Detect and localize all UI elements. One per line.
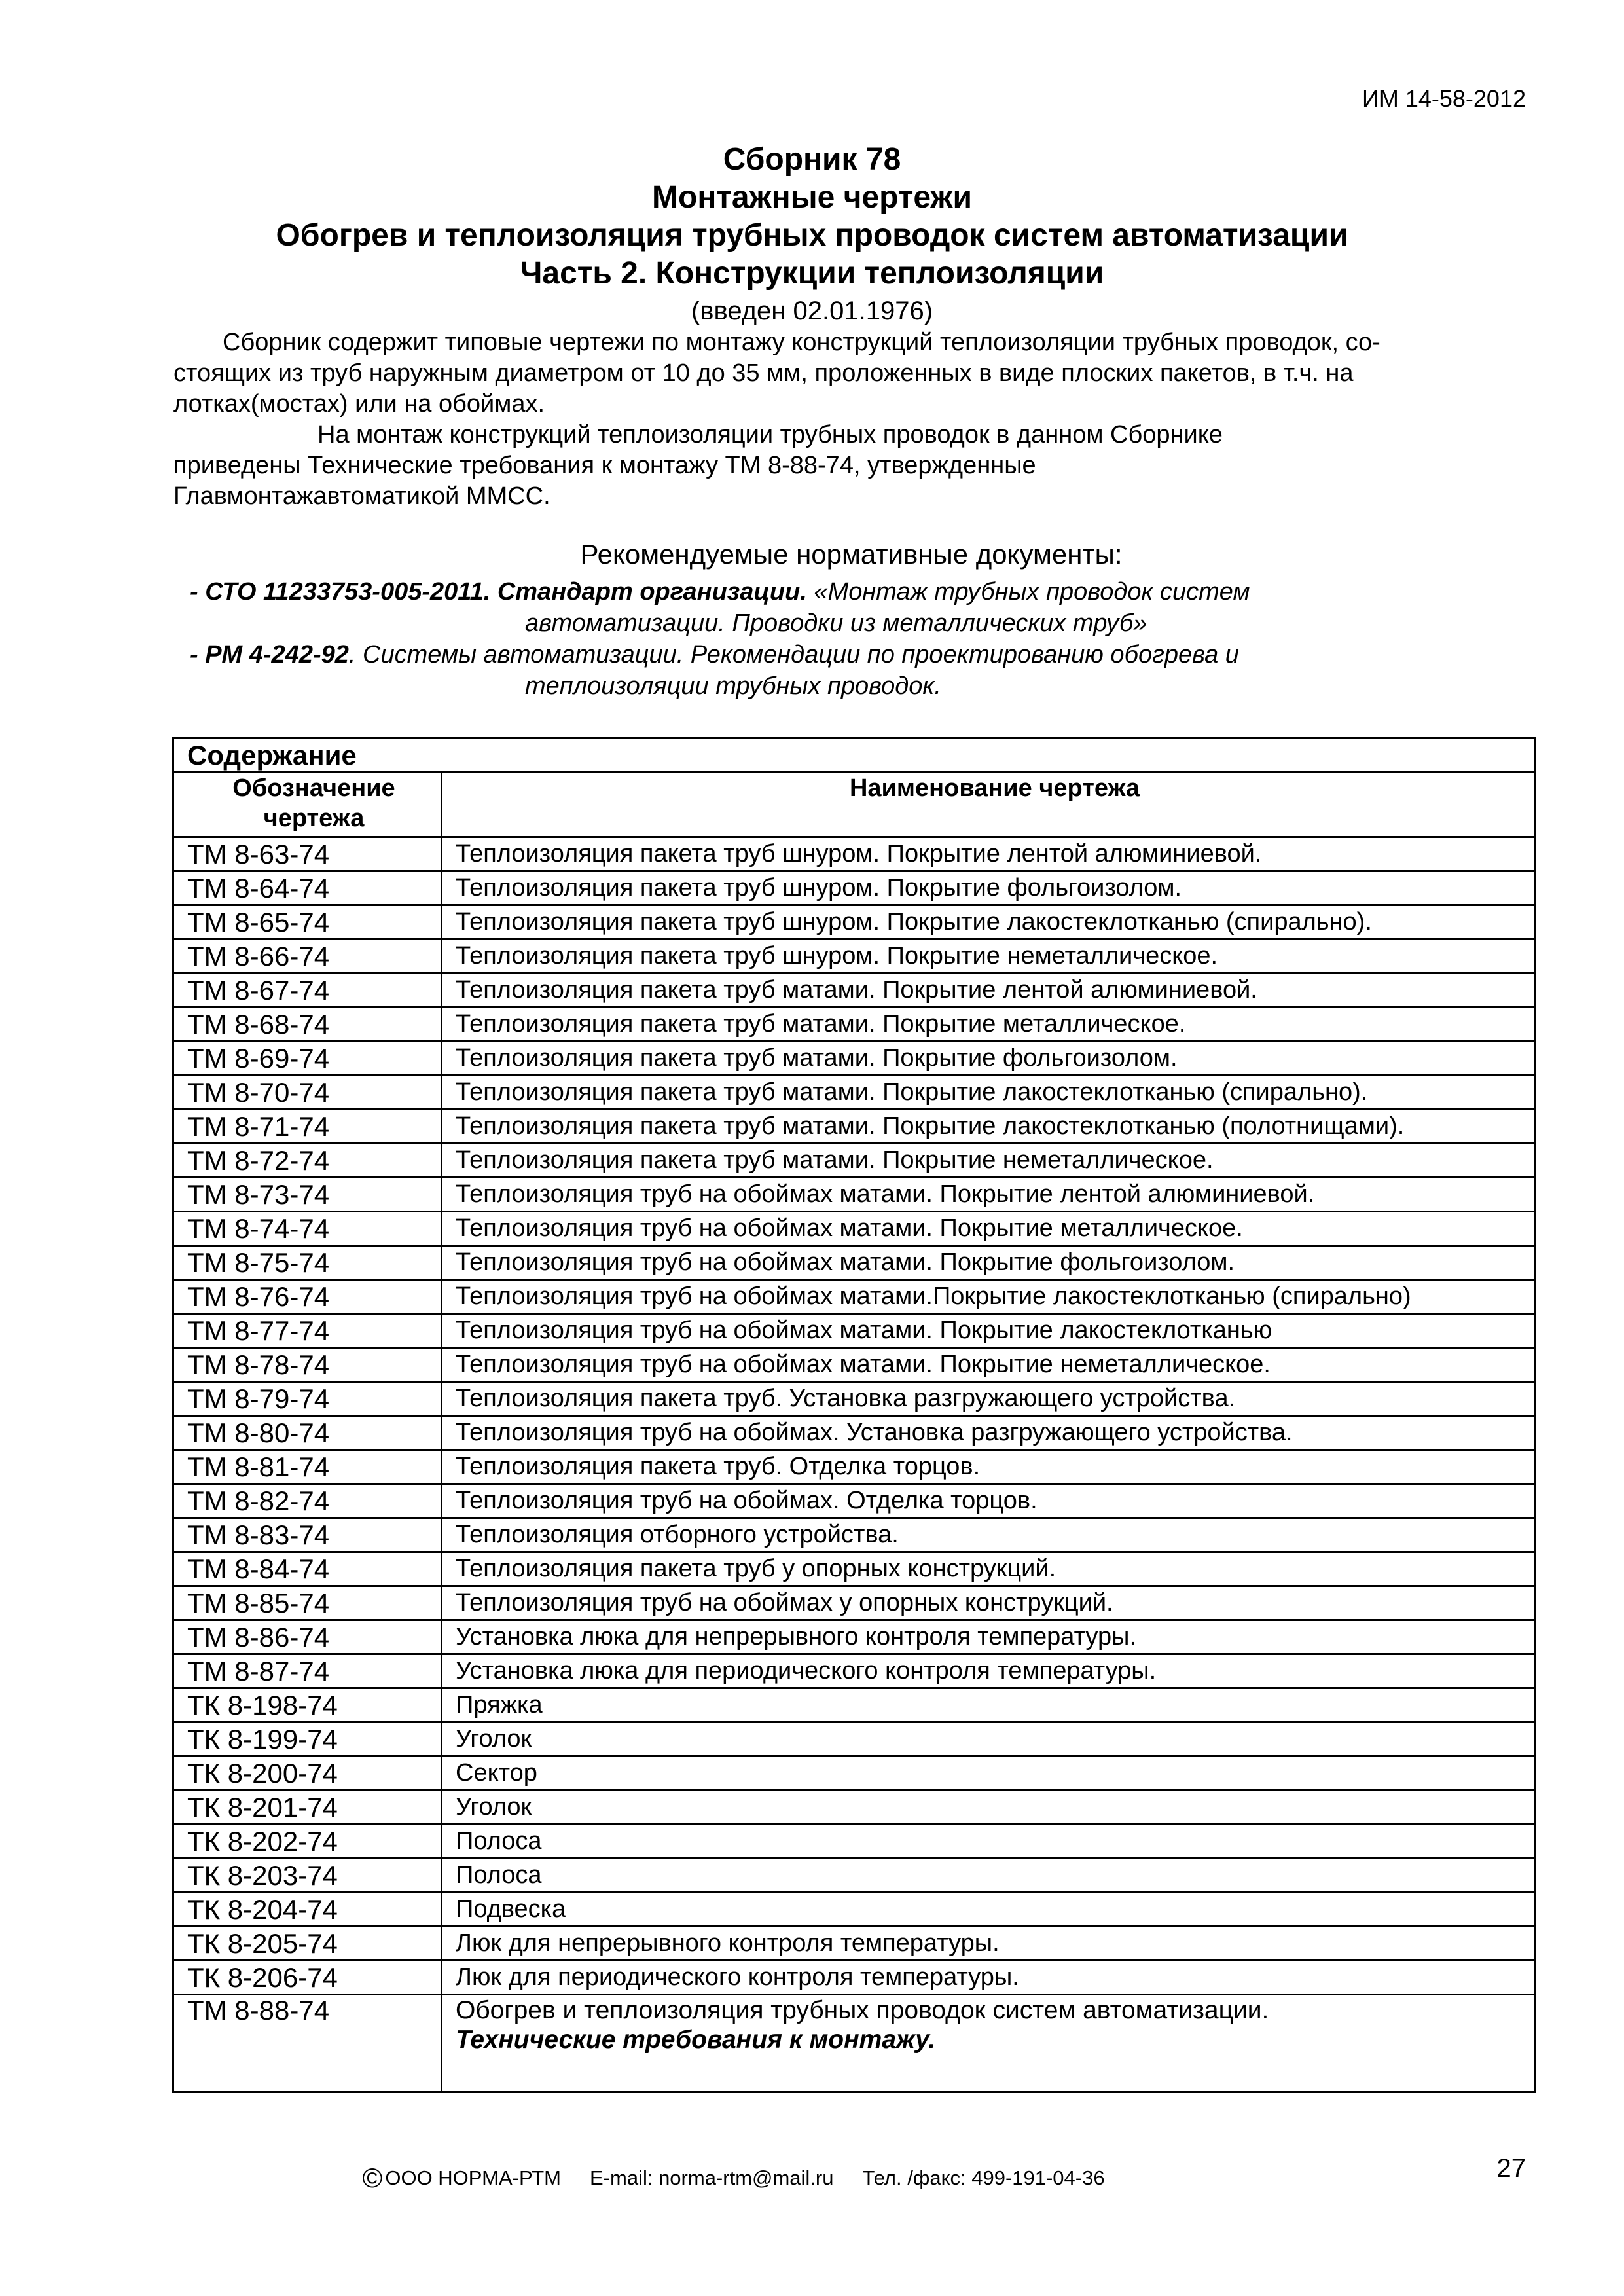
table-row (173, 1518, 1535, 1552)
table-row (173, 1110, 1535, 1144)
table-row (173, 837, 1535, 871)
contents-table (172, 737, 1536, 2093)
references-heading: Рекомендуемые нормативные документы: (580, 539, 1123, 570)
page-footer (0, 2162, 1624, 2194)
drawing-name: Установка люка для периодического контроля температуры. (442, 1654, 1535, 1688)
reference-2-text: . Системы автоматизации. Рекомендации по проектированию обогрева и (348, 641, 1239, 668)
collection-title: Сборник 78 (723, 142, 901, 177)
table-row (173, 1757, 1535, 1791)
column-header-name: Наименование чертежа (442, 773, 1535, 837)
drawing-name: Уголок (442, 1791, 1535, 1825)
table-row (173, 1791, 1535, 1825)
reference-1-code: - СТО 11233753-005-2011. Стандарт организации. (190, 578, 807, 606)
drawing-code: ТК 8-198-74 (173, 1688, 442, 1722)
drawing-code: ТМ 8-70-74 (173, 1076, 442, 1110)
table-row (173, 939, 1535, 974)
intro-line: стоящих из труб наружным диаметром от 10 до 35 мм, проложенных в виде плоских пакетов, в т.ч. на (173, 359, 1354, 387)
drawing-name: Теплоизоляция пакета труб шнуром. Покрытие неметаллическое. (442, 939, 1535, 974)
table-row (173, 1995, 1535, 2092)
drawing-code: ТМ 8-74-74 (173, 1212, 442, 1246)
collection-topic: Обогрев и теплоизоляция трубных проводок систем автоматизации (276, 218, 1348, 253)
drawing-code: ТМ 8-64-74 (173, 871, 442, 905)
intro-line: приведены Технические требования к монтажу ТМ 8-88-74, утвержденные (173, 452, 1036, 479)
table-row (173, 974, 1535, 1008)
table-row (173, 1008, 1535, 1042)
table-row (173, 1348, 1535, 1382)
drawing-code: ТМ 8-66-74 (173, 939, 442, 974)
drawing-code: ТМ 8-87-74 (173, 1654, 442, 1688)
drawing-name: Люк для непрерывного контроля температуры. (442, 1927, 1535, 1961)
drawing-code: ТМ 8-82-74 (173, 1484, 442, 1518)
drawing-name: Теплоизоляция пакета труб матами. Покрытие фольгоизолом. (442, 1042, 1535, 1076)
table-row (173, 1416, 1535, 1450)
drawing-name: Уголок (442, 1722, 1535, 1757)
drawing-name: Теплоизоляция пакета труб матами. Покрытие лакостеклотканью (спирально). (442, 1076, 1535, 1110)
drawing-name: Теплоизоляция пакета труб матами. Покрытие лентой алюминиевой. (442, 974, 1535, 1008)
table-header-row (173, 773, 1535, 837)
table-row (173, 1722, 1535, 1757)
drawing-name: Теплоизоляция труб на обоймах матами. Покрытие лентой алюминиевой. (442, 1178, 1535, 1212)
company-name: ООО НОРМА-РТМ (385, 2166, 561, 2189)
drawing-name: Установка люка для непрерывного контроля температуры. (442, 1620, 1535, 1654)
table-row (173, 1893, 1535, 1927)
introduced-date: (введен 02.01.1976) (691, 297, 933, 325)
table-row (173, 1825, 1535, 1859)
table-row (173, 905, 1535, 939)
intro-text (173, 327, 1515, 512)
table-row (173, 1076, 1535, 1110)
table-row (173, 1586, 1535, 1620)
drawing-name-line: Обогрев и теплоизоляция трубных проводок систем автоматизации. (456, 1996, 1269, 2024)
collection-subtitle: Монтажные чертежи (652, 180, 972, 215)
table-row (173, 1212, 1535, 1246)
drawing-name: Теплоизоляция труб на обоймах матами.Покрытие лакостеклотканью (спирально) (442, 1280, 1535, 1314)
drawing-code: ТК 8-204-74 (173, 1893, 442, 1927)
drawing-name: Теплоизоляция труб на обоймах матами. Покрытие металлическое. (442, 1212, 1535, 1246)
intro-line: На монтаж конструкций теплоизоляции трубных проводок в данном Сборнике (317, 421, 1223, 448)
drawing-name: Теплоизоляция труб на обоймах у опорных конструкций. (442, 1586, 1535, 1620)
drawing-code: ТМ 8-85-74 (173, 1586, 442, 1620)
page-number: 27 (1496, 2154, 1526, 2183)
drawing-code: ТК 8-202-74 (173, 1825, 442, 1859)
intro-line: Сборник содержит типовые чертежи по монтажу конструкций теплоизоляции трубных проводок, со- (223, 329, 1380, 356)
drawing-name: Люк для периодического контроля температуры. (442, 1961, 1535, 1995)
drawing-code: ТМ 8-78-74 (173, 1348, 442, 1382)
drawing-name: Теплоизоляция пакета труб у опорных конструкций. (442, 1552, 1535, 1586)
drawing-code: ТК 8-203-74 (173, 1859, 442, 1893)
table-row (173, 1382, 1535, 1416)
drawing-name: Теплоизоляция пакета труб матами. Покрытие лакостеклотканью (полотнищами). (442, 1110, 1535, 1144)
drawing-code: ТМ 8-86-74 (173, 1620, 442, 1654)
table-row (173, 1042, 1535, 1076)
table-row (173, 1280, 1535, 1314)
drawing-name: Теплоизоляция труб на обоймах. Установка разгружающего устройства. (442, 1416, 1535, 1450)
table-row (173, 1620, 1535, 1654)
drawing-name: Полоса (442, 1859, 1535, 1893)
drawing-code: ТМ 8-75-74 (173, 1246, 442, 1280)
table-row (173, 871, 1535, 905)
drawing-code: ТМ 8-72-74 (173, 1144, 442, 1178)
table-row (173, 1450, 1535, 1484)
reference-1-text: «Монтаж трубных проводок систем (806, 578, 1250, 606)
reference-2-code: - РМ 4-242-92 (190, 641, 349, 668)
drawing-name: Теплоизоляция отборного устройства. (442, 1518, 1535, 1552)
contents-caption: Содержание (173, 738, 1535, 773)
drawing-code: ТМ 8-63-74 (173, 837, 442, 871)
drawing-code: ТК 8-200-74 (173, 1757, 442, 1791)
drawing-code: ТМ 8-65-74 (173, 905, 442, 939)
drawing-name: Теплоизоляция пакета труб. Установка разгружающего устройства. (442, 1382, 1535, 1416)
table-row (173, 1484, 1535, 1518)
table-row (173, 1144, 1535, 1178)
drawing-code: ТМ 8-84-74 (173, 1552, 442, 1586)
drawing-name: Теплоизоляция труб на обоймах матами. Покрытие неметаллическое. (442, 1348, 1535, 1382)
document-code: ИМ 14-58-2012 (1362, 85, 1526, 112)
drawing-code: ТМ 8-67-74 (173, 974, 442, 1008)
drawing-code: ТМ 8-68-74 (173, 1008, 442, 1042)
drawing-name: Теплоизоляция труб на обоймах. Отделка торцов. (442, 1484, 1535, 1518)
drawing-name: Теплоизоляция труб на обоймах матами. Покрытие лакостеклотканью (442, 1314, 1535, 1348)
copyright-icon: © (362, 2162, 383, 2193)
drawing-code: ТК 8-206-74 (173, 1961, 442, 1995)
drawing-name: Теплоизоляция пакета труб шнуром. Покрытие фольгоизолом. (442, 871, 1535, 905)
drawing-name: Сектор (442, 1757, 1535, 1791)
drawing-code: ТК 8-201-74 (173, 1791, 442, 1825)
drawing-name: Пряжка (442, 1688, 1535, 1722)
title-block (0, 141, 1624, 328)
drawing-code: ТМ 8-77-74 (173, 1314, 442, 1348)
drawing-code: ТМ 8-69-74 (173, 1042, 442, 1076)
table-row (173, 1654, 1535, 1688)
table-row (173, 1961, 1535, 1995)
contact-phone: Тел. /факс: 499-191-04-36 (862, 2166, 1105, 2189)
table-row (173, 1688, 1535, 1722)
drawing-code: ТМ 8-79-74 (173, 1382, 442, 1416)
contents-caption-row (173, 738, 1535, 773)
drawing-name: Теплоизоляция пакета труб шнуром. Покрытие лакостеклотканью (спирально). (442, 905, 1535, 939)
contact-email: E-mail: norma-rtm@mail.ru (590, 2166, 834, 2189)
drawing-code: ТК 8-199-74 (173, 1722, 442, 1757)
drawing-name: Полоса (442, 1825, 1535, 1859)
reference-1-line2: автоматизации. Проводки из металлических труб» (525, 610, 1147, 637)
drawing-code: ТМ 8-73-74 (173, 1178, 442, 1212)
drawing-name: Подвеска (442, 1893, 1535, 1927)
table-row (173, 1859, 1535, 1893)
drawing-code: ТМ 8-83-74 (173, 1518, 442, 1552)
intro-line: лотках(мостах) или на обоймах. (173, 390, 545, 418)
drawing-code: ТМ 8-76-74 (173, 1280, 442, 1314)
table-row (173, 1927, 1535, 1961)
collection-part: Часть 2. Конструкции теплоизоляции (520, 256, 1104, 291)
drawing-code: ТМ 8-71-74 (173, 1110, 442, 1144)
intro-line: Главмонтажавтоматикой ММСС. (173, 483, 550, 510)
table-row (173, 1552, 1535, 1586)
column-header-code: Обозначение чертежа (173, 773, 442, 837)
drawing-code: ТМ 8-80-74 (173, 1416, 442, 1450)
drawing-code: ТК 8-205-74 (173, 1927, 442, 1961)
table-row (173, 1314, 1535, 1348)
drawing-name: Теплоизоляция пакета труб шнуром. Покрытие лентой алюминиевой. (442, 837, 1535, 871)
drawing-name: Теплоизоляция пакета труб. Отделка торцов. (442, 1450, 1535, 1484)
reference-2-line2: теплоизоляции трубных проводок. (525, 672, 941, 700)
drawing-name (442, 1995, 1535, 2092)
drawing-name: Теплоизоляция пакета труб матами. Покрытие неметаллическое. (442, 1144, 1535, 1178)
drawing-code: ТМ 8-88-74 (173, 1995, 442, 2092)
references-list (190, 576, 1250, 702)
drawing-name-bold: Технические требования к монтажу. (456, 2026, 936, 2054)
contents-body (173, 837, 1535, 1995)
drawing-name: Теплоизоляция пакета труб матами. Покрытие металлическое. (442, 1008, 1535, 1042)
table-row (173, 1246, 1535, 1280)
drawing-name: Теплоизоляция труб на обоймах матами. Покрытие фольгоизолом. (442, 1246, 1535, 1280)
table-row (173, 1178, 1535, 1212)
drawing-code: ТМ 8-81-74 (173, 1450, 442, 1484)
